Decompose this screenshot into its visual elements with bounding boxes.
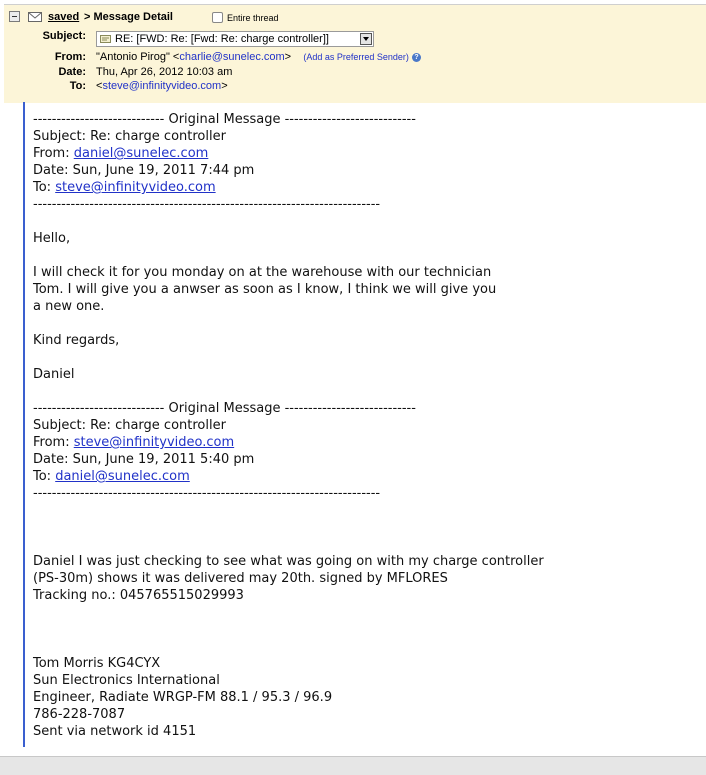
bottom-scrollbar[interactable] — [0, 756, 706, 775]
subject-label: Subject: — [42, 30, 86, 42]
message-body — [0, 102, 706, 752]
from-email-link[interactable]: charlie@sunelec.com — [179, 51, 285, 63]
breadcrumb-current: > Message Detail — [84, 11, 173, 23]
subject-value: RE: [FWD: Re: [Fwd: Re: charge controller]] — [115, 33, 329, 45]
blank-line — [33, 621, 693, 638]
signoff: Daniel — [33, 367, 75, 382]
message-text — [33, 111, 693, 740]
blank-line — [33, 536, 693, 553]
closing: Kind regards, — [33, 333, 120, 348]
envelope-icon — [28, 12, 42, 22]
blank-line — [33, 383, 693, 400]
message-header — [4, 4, 706, 103]
orig2-from — [33, 434, 693, 451]
orig1-to-label: To: — [33, 180, 56, 195]
minus-box-icon[interactable] — [9, 11, 20, 22]
to-close: > — [221, 80, 228, 92]
entire-thread-label: Entire thread — [227, 13, 279, 23]
para1-line3: a new one. — [33, 299, 105, 314]
blank-line — [33, 638, 693, 655]
orig1-to — [33, 179, 693, 196]
blank-line — [33, 247, 693, 264]
date-value: Thu, Apr 26, 2012 10:03 am — [96, 66, 233, 78]
orig1-from — [33, 145, 693, 162]
orig1-from-label: From: — [33, 146, 74, 161]
orig1-subject: Subject: Re: charge controller — [33, 129, 226, 144]
para1-line1: I will check it for you monday on at the warehouse with our technician — [33, 265, 492, 280]
orig2-to — [33, 468, 693, 485]
orig2-from-label: From: — [33, 435, 74, 450]
para1-line2: Tom. I will give you a anwser as soon as I know, I think we will give you — [33, 282, 497, 297]
subject-select[interactable] — [96, 31, 374, 47]
help-icon[interactable]: ? — [412, 53, 421, 62]
orig2-to-email-link[interactable]: daniel@sunelec.com — [55, 469, 190, 484]
orig2-date: Date: Sun, June 19, 2011 5:40 pm — [33, 452, 255, 467]
blank-line — [33, 604, 693, 621]
blank-line — [33, 519, 693, 536]
orig1-divider: ---------------------------- Original Message ---------------------------- — [33, 112, 416, 127]
to-value — [96, 80, 228, 92]
from-close: > — [284, 51, 292, 63]
orig2-end: -------------------------------------------------------------------------- — [33, 486, 381, 501]
quote-bar — [23, 102, 25, 747]
orig1-date: Date: Sun, June 19, 2011 7:44 pm — [33, 163, 255, 178]
entire-thread-checkbox[interactable] — [212, 12, 223, 23]
breadcrumb-saved-link[interactable]: saved — [48, 11, 80, 23]
para2-line3: Tracking no.: 045765515029993 — [33, 588, 244, 603]
blank-line — [33, 349, 693, 366]
blank-line — [33, 213, 693, 230]
to-label: To: — [69, 80, 86, 92]
signature-line1: Tom Morris KG4CYX — [33, 656, 161, 671]
signature-line3: Engineer, Radiate WRGP-FM 88.1 / 95.3 / 96.9 — [33, 690, 333, 705]
from-label: From: — [54, 51, 86, 63]
greeting: Hello, — [33, 231, 71, 246]
orig1-end: -------------------------------------------------------------------------- — [33, 197, 381, 212]
orig2-from-email-link[interactable]: steve@infinityvideo.com — [73, 435, 235, 450]
orig1-to-email-link[interactable]: steve@infinityvideo.com — [55, 180, 216, 195]
from-name: "Antonio Pirog" < — [96, 51, 180, 63]
orig2-subject: Subject: Re: charge controller — [33, 418, 226, 433]
para2-line2: (PS-30m) shows it was delivered may 20th. signed by MFLORES — [33, 571, 448, 586]
signature-line4: 786-228-7087 — [33, 707, 126, 722]
chevron-down-icon[interactable] — [360, 33, 372, 45]
orig2-to-label: To: — [33, 469, 56, 484]
blank-line — [33, 502, 693, 519]
from-value — [96, 51, 421, 63]
para2-line1: Daniel I was just checking to see what was going on with my charge controller — [33, 554, 544, 569]
to-open: < — [96, 80, 103, 92]
add-preferred-sender-link[interactable]: (Add as Preferred Sender) — [303, 52, 409, 62]
signature-line2: Sun Electronics International — [33, 673, 220, 688]
orig2-divider: ---------------------------- Original Message ---------------------------- — [33, 401, 416, 416]
blank-line — [33, 315, 693, 332]
to-email-link[interactable]: steve@infinityvideo.com — [102, 80, 222, 92]
thread-icon — [100, 35, 111, 43]
date-label: Date: — [58, 66, 86, 78]
signature-line5: Sent via network id 4151 — [33, 724, 197, 739]
orig1-from-email-link[interactable]: daniel@sunelec.com — [73, 146, 209, 161]
